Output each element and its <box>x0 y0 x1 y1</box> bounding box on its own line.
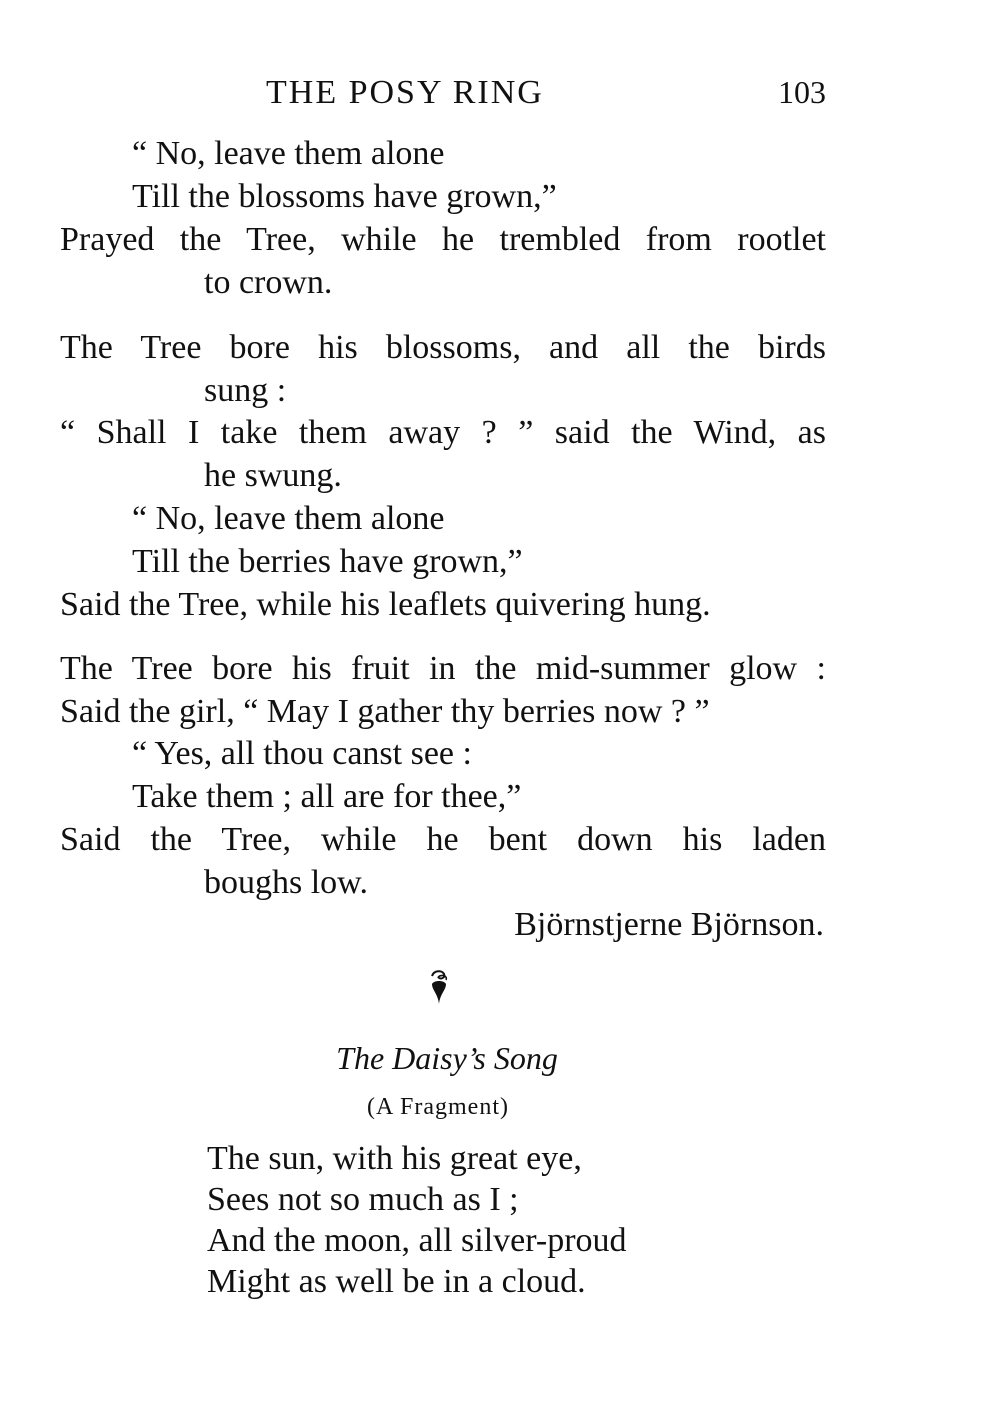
poem-line: Take them ; all are for thee,” <box>132 778 522 815</box>
poem-line: Might as well be in a cloud. <box>207 1263 586 1300</box>
poem-line: The sun, with his great eye, <box>207 1140 582 1177</box>
author-signature: Björnstjerne Björnson. <box>514 906 824 943</box>
poem-line: he swung. <box>204 457 342 494</box>
poem-line: “ No, leave them alone <box>132 135 445 172</box>
poem-line: to crown. <box>204 264 333 301</box>
poem-line: Prayed the Tree, while he trembled from rootlet <box>60 221 826 258</box>
page-number: 103 <box>778 74 826 110</box>
fleuron-icon <box>424 968 454 1008</box>
poem-line: And the moon, all silver-proud <box>207 1222 627 1259</box>
poem-line: “ Yes, all thou canst see : <box>132 735 472 772</box>
poem-line: Sees not so much as I ; <box>207 1181 519 1218</box>
poem-line: The Tree bore his fruit in the mid-summer glow : <box>60 650 826 687</box>
poem-line: Said the Tree, while he bent down his laden <box>60 821 826 858</box>
poem-subtitle: (A Fragment) <box>367 1094 509 1120</box>
poem-line: Said the girl, “ May I gather thy berries now ? ” <box>60 693 710 730</box>
poem-line: Till the berries have grown,” <box>132 543 523 580</box>
poem-line: boughs low. <box>204 864 369 901</box>
poem-line: The Tree bore his blossoms, and all the birds <box>60 329 826 366</box>
poem-title: The Daisy’s Song <box>336 1040 558 1076</box>
poem-line: Till the blossoms have grown,” <box>132 178 557 215</box>
poem-line: Said the Tree, while his leaflets quivering hung. <box>60 586 711 623</box>
running-title: THE POSY RING <box>266 74 544 111</box>
poem-line: sung : <box>204 372 287 409</box>
poem-line: “ No, leave them alone <box>132 500 445 537</box>
running-head <box>60 74 826 118</box>
poem-line: “ Shall I take them away ? ” said the Wind, as <box>60 414 826 451</box>
